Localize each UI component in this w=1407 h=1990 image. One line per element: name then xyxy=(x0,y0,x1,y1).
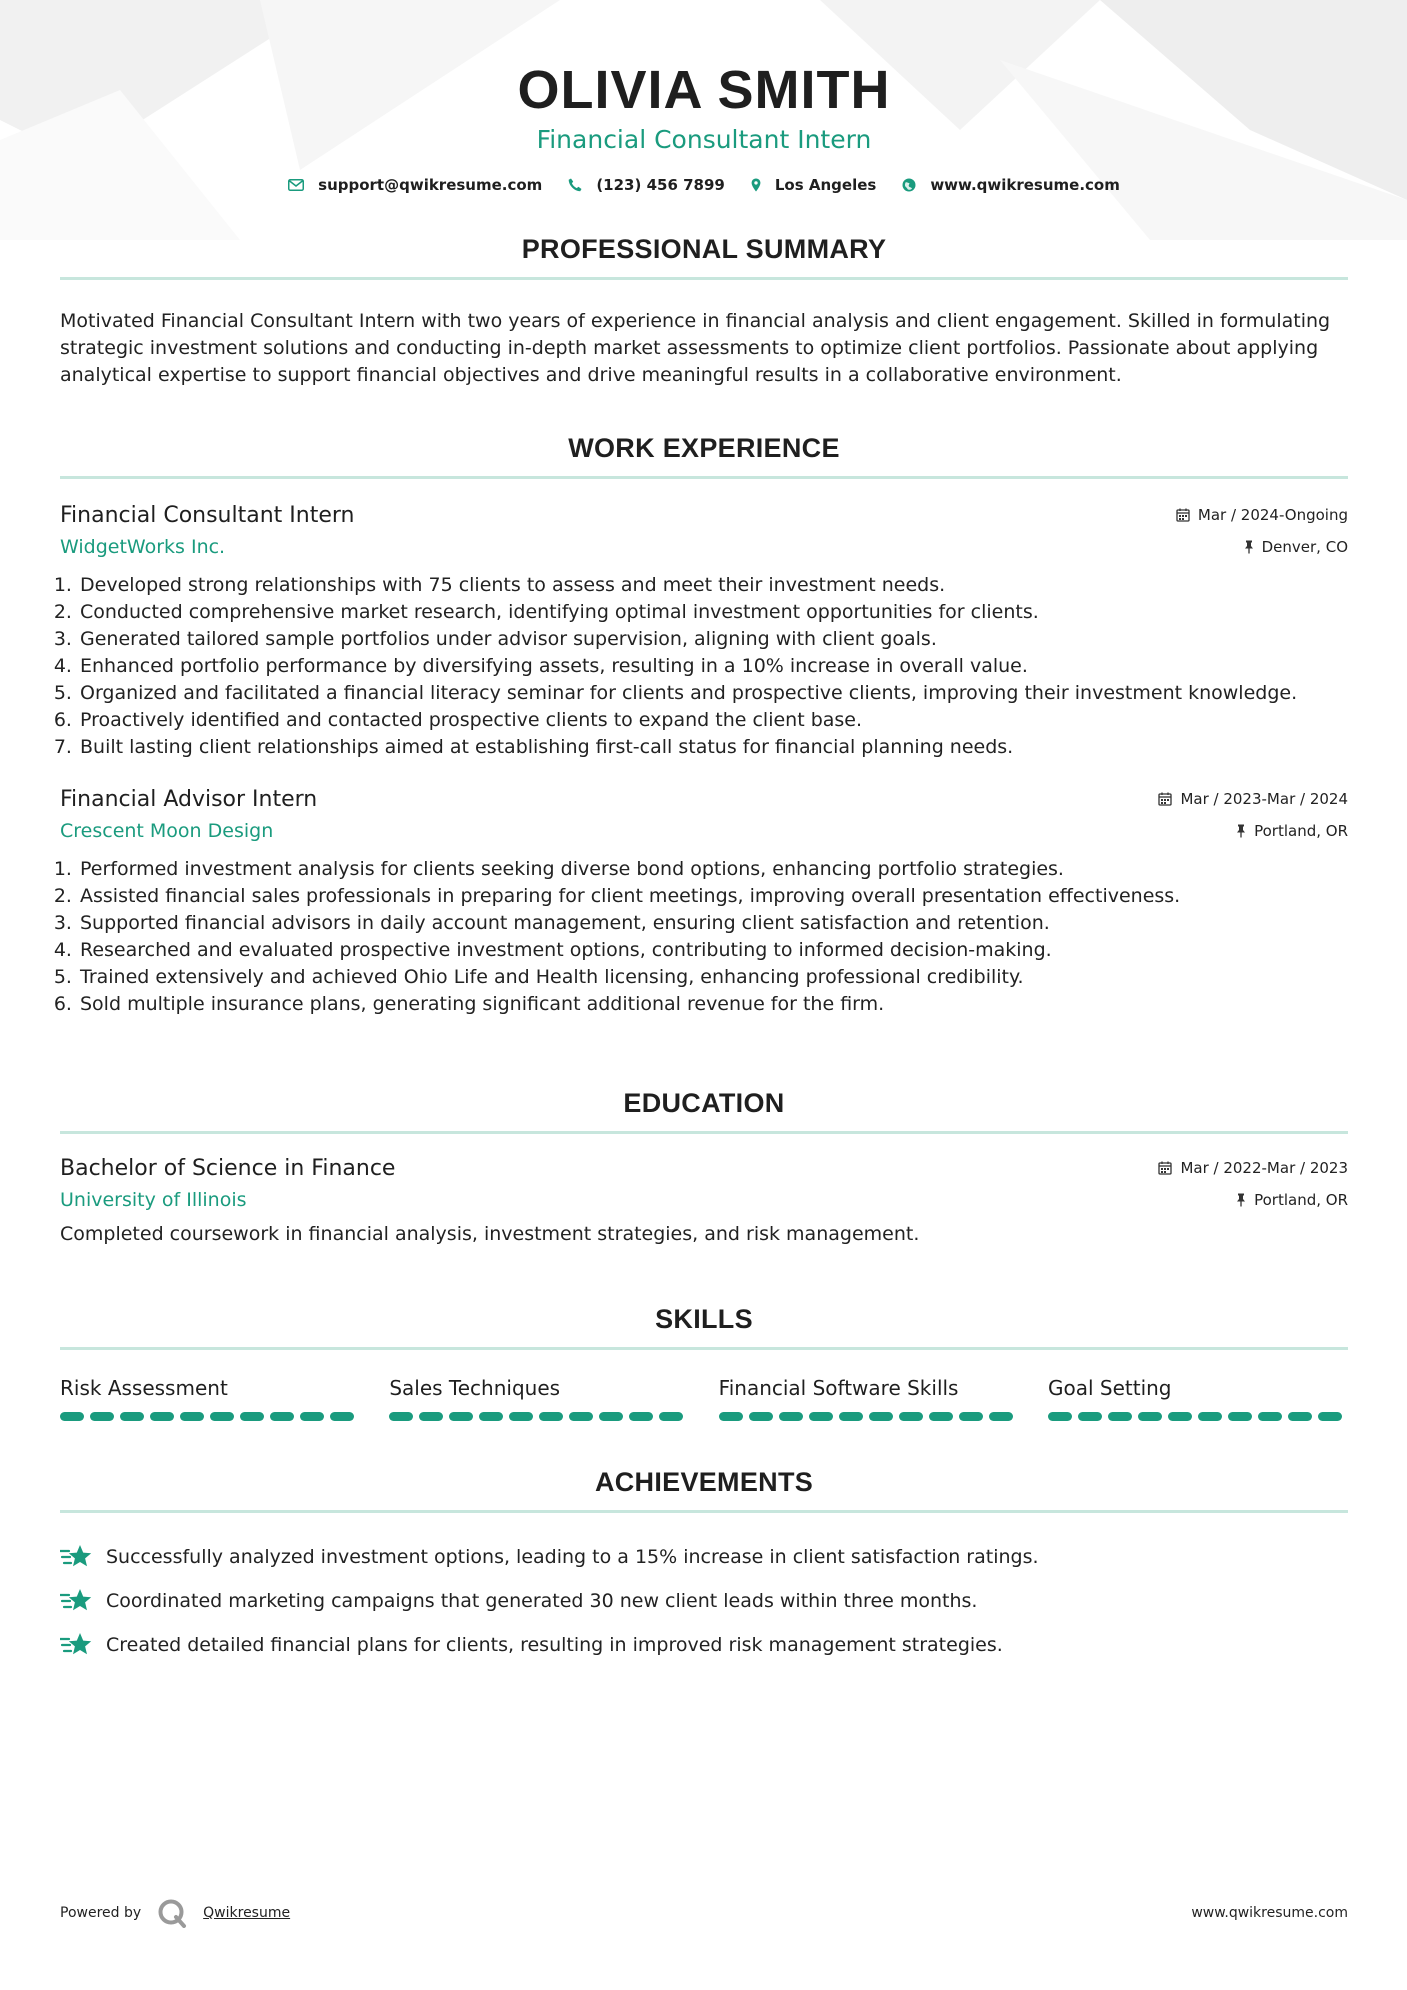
candidate-title: Financial Consultant Intern xyxy=(536,125,872,154)
list-item: 2. Conducted comprehensive market research, identifying optimal investment opportunities for clients. xyxy=(78,599,1348,626)
skill-level-segment xyxy=(479,1412,503,1421)
skill-level-segment xyxy=(1258,1412,1282,1421)
skill-level-segment xyxy=(150,1412,174,1421)
list-item: 2. Assisted financial sales professionals in preparing for client meetings, improving overall presentation effectiveness. xyxy=(78,883,1348,910)
skill-level-segment xyxy=(1108,1412,1132,1421)
calendar-icon xyxy=(1158,1161,1172,1175)
list-item: 6. Sold multiple insurance plans, generating significant additional revenue for the firm. xyxy=(78,991,1348,1018)
skill-level-segment xyxy=(389,1412,413,1421)
list-item: 5. Trained extensively and achieved Ohio Life and Health licensing, enhancing professional credibility. xyxy=(78,964,1348,991)
skill-level-segment xyxy=(1048,1412,1072,1421)
summary-text: Motivated Financial Consultant Intern with two years of experience in financial analysis and client engagement. Skilled in formulating strategic investment solutions and conducting in-depth market assessments to optimize client portfolios. Passionate about applying analytical expertise to support financial objectives and drive meaningful results in a collaborative environment. xyxy=(60,310,1331,386)
education-entry xyxy=(60,1156,1348,1248)
list-item: 6. Proactively identified and contacted prospective clients to expand the client base. xyxy=(78,707,1348,734)
job-responsibilities xyxy=(60,572,1348,761)
star-icon xyxy=(60,1588,92,1614)
resume-page xyxy=(60,0,1348,1667)
job-location-text: Denver, CO xyxy=(1261,538,1348,556)
skill-level-segment xyxy=(629,1412,653,1421)
skill-level-segment xyxy=(60,1412,84,1421)
skill-level-bar xyxy=(60,1412,360,1421)
skill-level-segment xyxy=(749,1412,773,1421)
globe-icon xyxy=(902,178,916,192)
job-entry xyxy=(60,787,1348,1018)
qwikresume-logo xyxy=(157,1898,187,1928)
pushpin-icon xyxy=(1236,1193,1246,1207)
company-name: Crescent Moon Design xyxy=(60,820,274,842)
education-location-text: Portland, OR xyxy=(1254,1191,1348,1209)
job-dates xyxy=(1176,506,1348,524)
skill-level-segment xyxy=(959,1412,983,1421)
skill-level-segment xyxy=(1198,1412,1222,1421)
list-item: 5. Organized and facilitated a financial literacy seminar for clients and prospective clients, improving their investment knowledge. xyxy=(78,680,1348,707)
skill-item xyxy=(389,1376,689,1421)
section-divider xyxy=(60,1131,1348,1134)
location-text: Los Angeles xyxy=(774,176,877,194)
job-location xyxy=(1236,822,1348,840)
skill-item xyxy=(1048,1376,1348,1421)
skill-level-segment xyxy=(1318,1412,1342,1421)
phone-icon xyxy=(568,178,582,192)
job-dates-text: Mar / 2024-Ongoing xyxy=(1197,506,1348,524)
job-location-text: Portland, OR xyxy=(1254,822,1348,840)
education-dates-text: Mar / 2022-Mar / 2023 xyxy=(1180,1159,1348,1177)
achievement-text: Created detailed financial plans for clients, resulting in improved risk management strategies. xyxy=(106,1634,1003,1656)
achievement-text: Coordinated marketing campaigns that generated 30 new client leads within three months. xyxy=(106,1590,978,1612)
skills-heading: SKILLS xyxy=(655,1304,753,1334)
skill-level-segment xyxy=(1168,1412,1192,1421)
skill-level-segment xyxy=(1228,1412,1252,1421)
job-title: Financial Consultant Intern xyxy=(60,503,355,528)
skill-name: Risk Assessment xyxy=(60,1376,228,1400)
section-divider xyxy=(60,277,1348,280)
skills-grid xyxy=(60,1376,1348,1421)
list-item: 4. Enhanced portfolio performance by diversifying assets, resulting in a 10% increase in overall value. xyxy=(78,653,1348,680)
email-text: support@qwikresume.com xyxy=(318,176,543,194)
page-footer xyxy=(60,1898,1348,1928)
job-dates-text: Mar / 2023-Mar / 2024 xyxy=(1180,790,1348,808)
job-responsibilities xyxy=(60,856,1348,1018)
skill-level-segment xyxy=(270,1412,294,1421)
school-name: University of Illinois xyxy=(60,1189,247,1211)
job-location xyxy=(1244,538,1348,556)
star-icon xyxy=(60,1632,92,1658)
list-item: 4. Researched and evaluated prospective investment options, contributing to informed decision-making. xyxy=(78,937,1348,964)
powered-by xyxy=(60,1898,290,1928)
skill-level-segment xyxy=(300,1412,324,1421)
skill-level-segment xyxy=(899,1412,923,1421)
job-dates xyxy=(1158,790,1348,808)
skill-level-segment xyxy=(509,1412,533,1421)
pushpin-icon xyxy=(1244,540,1254,554)
contact-bar xyxy=(60,176,1348,194)
phone-text: (123) 456 7899 xyxy=(596,176,725,194)
skill-level-segment xyxy=(210,1412,234,1421)
skill-level-segment xyxy=(779,1412,803,1421)
skill-name: Financial Software Skills xyxy=(718,1376,959,1400)
skill-level-segment xyxy=(719,1412,743,1421)
skill-level-segment xyxy=(869,1412,893,1421)
job-entry xyxy=(60,503,1348,761)
list-item: 1. Performed investment analysis for clients seeking diverse bond options, enhancing portfolio strategies. xyxy=(78,856,1348,883)
achievements-heading: ACHIEVEMENTS xyxy=(594,1467,814,1497)
section-divider xyxy=(60,476,1348,479)
achievement-item xyxy=(60,1579,1348,1623)
skill-level-segment xyxy=(120,1412,144,1421)
skills-section xyxy=(60,1304,1348,1421)
contact-email[interactable] xyxy=(288,176,542,194)
skill-level-segment xyxy=(989,1412,1013,1421)
achievement-item xyxy=(60,1623,1348,1667)
skill-name: Sales Techniques xyxy=(389,1376,561,1400)
skill-name: Goal Setting xyxy=(1047,1376,1172,1400)
education-section xyxy=(60,1088,1348,1248)
list-item: 7. Built lasting client relationships aimed at establishing first-call status for financial planning needs. xyxy=(78,734,1348,761)
education-heading: EDUCATION xyxy=(623,1088,785,1118)
calendar-icon xyxy=(1158,792,1172,806)
job-title: Financial Advisor Intern xyxy=(60,787,318,812)
section-divider xyxy=(60,1510,1348,1513)
skill-level-segment xyxy=(839,1412,863,1421)
list-item: 3. Generated tailored sample portfolios under advisor supervision, aligning with client goals. xyxy=(78,626,1348,653)
website-text: www.qwikresume.com xyxy=(930,176,1120,194)
map-pin-icon xyxy=(751,178,761,192)
skill-level-segment xyxy=(180,1412,204,1421)
pushpin-icon xyxy=(1236,824,1246,838)
summary-heading: PROFESSIONAL SUMMARY xyxy=(521,234,887,264)
skill-level-segment xyxy=(1138,1412,1162,1421)
resume-header xyxy=(60,0,1348,194)
education-description: Completed coursework in financial analysis, investment strategies, and risk management. xyxy=(60,1223,920,1245)
achievements-list xyxy=(60,1535,1348,1667)
achievement-item xyxy=(60,1535,1348,1579)
skill-level-segment xyxy=(659,1412,683,1421)
skill-level-segment xyxy=(90,1412,114,1421)
envelope-icon xyxy=(288,179,304,191)
skill-level-segment xyxy=(419,1412,443,1421)
skill-level-segment xyxy=(330,1412,354,1421)
skill-item xyxy=(719,1376,1019,1421)
skill-level-segment xyxy=(539,1412,563,1421)
contact-location xyxy=(751,176,876,194)
achievement-text: Successfully analyzed investment options, leading to a 15% increase in client satisfaction ratings. xyxy=(106,1546,1039,1568)
achievements-section xyxy=(60,1467,1348,1667)
contact-website[interactable] xyxy=(902,176,1120,194)
star-icon xyxy=(60,1544,92,1570)
degree-title: Bachelor of Science in Finance xyxy=(60,1156,396,1181)
section-divider xyxy=(60,1347,1348,1350)
skill-level-segment xyxy=(599,1412,623,1421)
skill-level-segment xyxy=(929,1412,953,1421)
skill-level-bar xyxy=(389,1412,689,1421)
skill-level-segment xyxy=(449,1412,473,1421)
candidate-name: OLIVIA SMITH xyxy=(517,60,891,120)
powered-by-label: Powered by xyxy=(60,1905,142,1921)
skill-level-bar xyxy=(719,1412,1019,1421)
qwikresume-link[interactable]: Qwikresume xyxy=(203,1905,291,1921)
list-item: 1. Developed strong relationships with 75 clients to assess and meet their investment needs. xyxy=(78,572,1348,599)
experience-heading: WORK EXPERIENCE xyxy=(568,433,840,463)
skill-level-bar xyxy=(1048,1412,1348,1421)
company-name: WidgetWorks Inc. xyxy=(60,536,226,558)
education-location xyxy=(1236,1191,1348,1209)
skill-level-segment xyxy=(1288,1412,1312,1421)
education-dates xyxy=(1158,1159,1348,1177)
skill-level-segment xyxy=(240,1412,264,1421)
skill-level-segment xyxy=(1078,1412,1102,1421)
skill-level-segment xyxy=(809,1412,833,1421)
skill-item xyxy=(60,1376,360,1421)
footer-website[interactable]: www.qwikresume.com xyxy=(1191,1905,1348,1921)
experience-section xyxy=(60,433,1348,1018)
list-item: 3. Supported financial advisors in daily account management, ensuring client satisfaction and retention. xyxy=(78,910,1348,937)
calendar-icon xyxy=(1176,508,1190,522)
skill-level-segment xyxy=(569,1412,593,1421)
summary-section xyxy=(60,234,1348,389)
contact-phone[interactable] xyxy=(568,176,725,194)
